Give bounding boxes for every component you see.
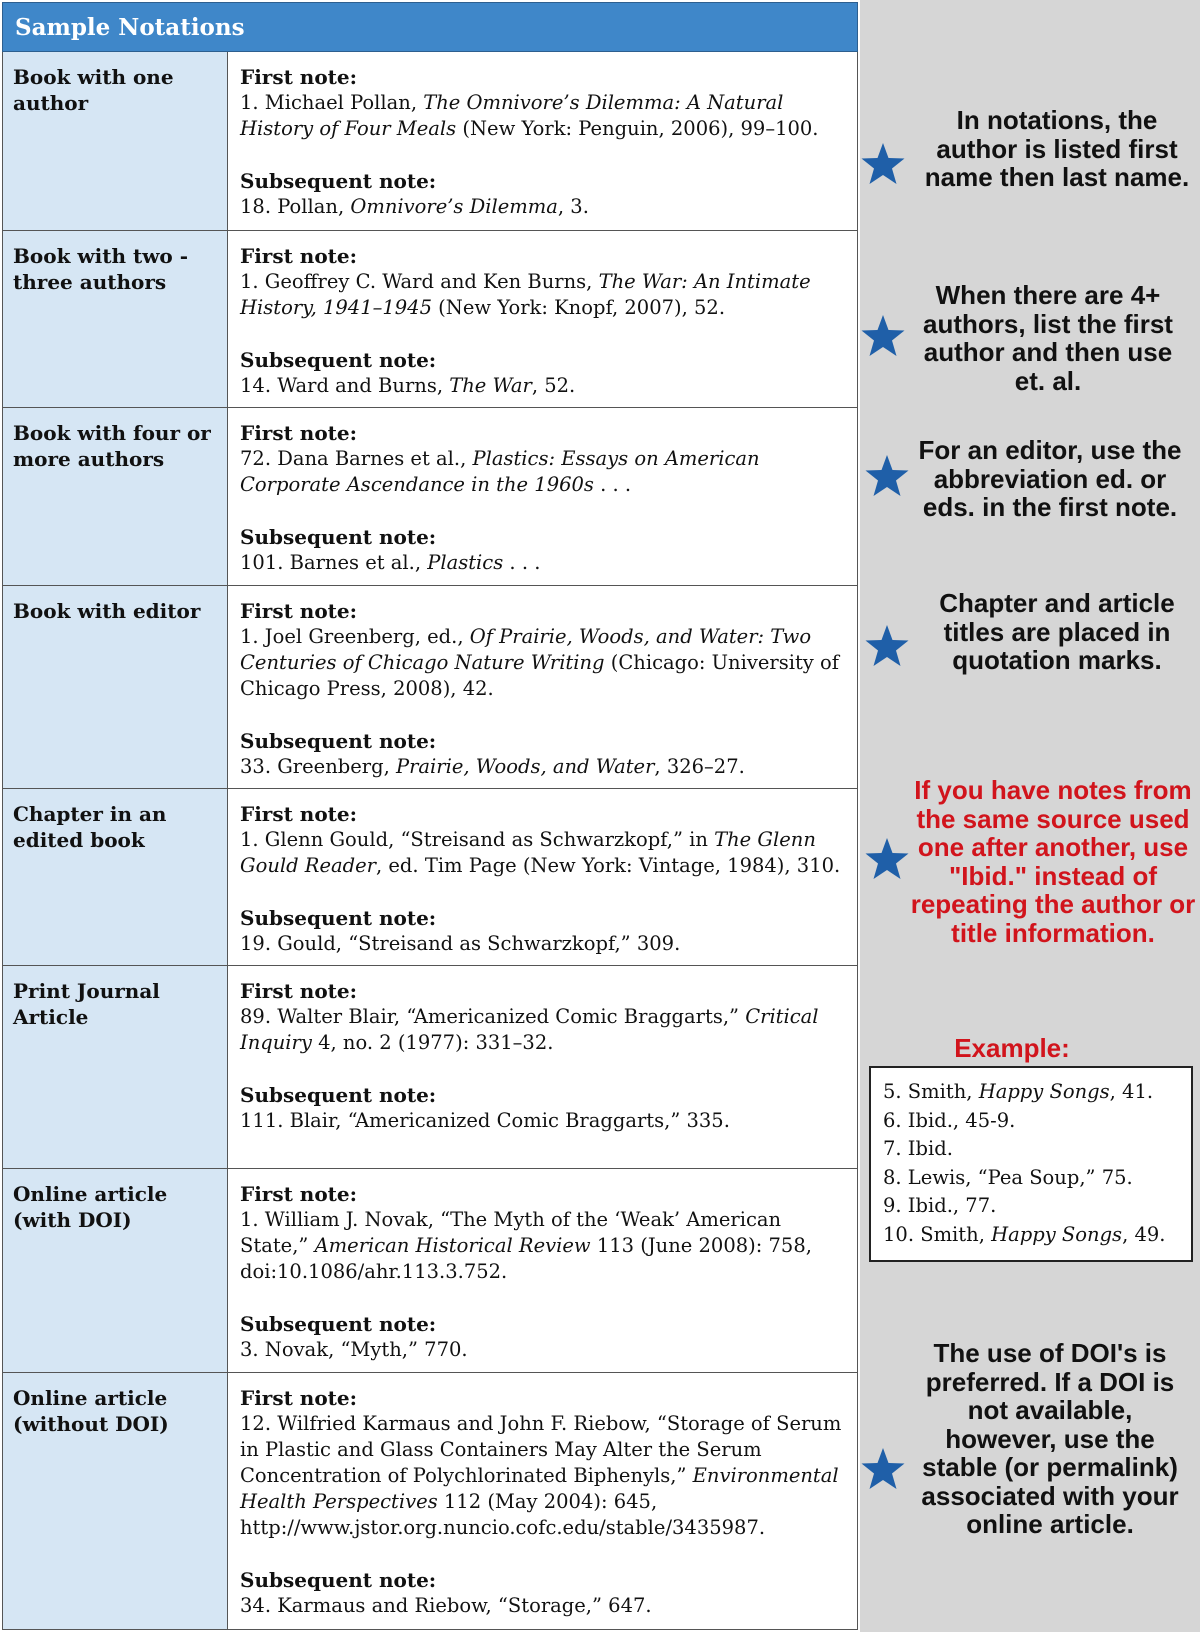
star-icon xyxy=(864,836,910,882)
subsequent-note-heading: Subsequent note: xyxy=(240,1083,437,1107)
subsequent-note-heading: Subsequent note: xyxy=(240,906,437,930)
first-note-heading: First note: xyxy=(240,1386,358,1410)
subsequent-note-text: 19. Gould, “Streisand as Schwarzkopf,” 309. xyxy=(240,932,681,955)
subsequent-note-text: 18. Pollan, Omnivore’s Dilemma, 3. xyxy=(240,195,589,218)
first-note-heading: First note: xyxy=(240,802,358,826)
subsequent-note-heading: Subsequent note: xyxy=(240,1312,437,1336)
table-title: Sample Notations xyxy=(2,2,858,52)
tip-ibid: If you have notes from the same source used one after another, use "Ibid." instead of repeating the author or title information. xyxy=(910,775,1196,948)
tip-chapter-titles: Chapter and article titles are placed in quotation marks. xyxy=(939,588,1175,675)
table-row xyxy=(2,231,858,408)
tip-editor: For an editor, use the abbreviation ed. or eds. in the first note. xyxy=(918,435,1182,522)
tip-doi: The use of DOI's is preferred. If a DOI is not available, however, use the stable (or permalink) associated with your online article. xyxy=(921,1338,1179,1539)
table-row xyxy=(2,586,858,789)
example-title: Example: xyxy=(954,1033,1070,1063)
row-content xyxy=(228,586,858,788)
subsequent-note-text: 111. Blair, “Americanized Comic Braggarts,” 335. xyxy=(240,1109,730,1132)
row-label: Chapter in an edited book xyxy=(2,789,228,965)
row-content xyxy=(228,52,858,230)
tip-four-authors: When there are 4+ authors, list the first author and then use et. al. xyxy=(923,280,1173,396)
row-label: Print Journal Article xyxy=(2,966,228,1168)
table-row xyxy=(2,408,858,586)
subsequent-note-heading: Subsequent note: xyxy=(240,169,437,193)
row-content xyxy=(228,966,858,1168)
first-note-text: 72. Dana Barnes et al., Plastics: Essays on American Corporate Ascendance in the 1960s . . . xyxy=(240,447,760,496)
star-icon xyxy=(864,623,910,669)
subsequent-note-text: 101. Barnes et al., Plastics . . . xyxy=(240,551,541,574)
star-icon xyxy=(864,453,910,499)
first-note-text: 1. William J. Novak, “The Myth of the ‘Weak’ American State,” American Historical Review 113 (June 2008): 758, doi:10.1086/ahr.113.3.752. xyxy=(240,1208,812,1283)
example-box xyxy=(869,1066,1193,1262)
star-icon xyxy=(860,313,906,359)
row-label: Book with four or more authors xyxy=(2,408,228,585)
table-row xyxy=(2,966,858,1169)
table-row xyxy=(2,789,858,966)
example-line: 5. Smith, Happy Songs, 41. xyxy=(883,1080,1154,1103)
subsequent-note-text: 34. Karmaus and Riebow, “Storage,” 647. xyxy=(240,1594,652,1617)
first-note-heading: First note: xyxy=(240,599,358,623)
subsequent-note-text: 3. Novak, “Myth,” 770. xyxy=(240,1338,468,1361)
row-label: Book with editor xyxy=(2,586,228,788)
row-label: Online article (without DOI) xyxy=(2,1373,228,1629)
table-row xyxy=(2,52,858,231)
subsequent-note-heading: Subsequent note: xyxy=(240,1568,437,1592)
first-note-heading: First note: xyxy=(240,979,358,1003)
subsequent-note-heading: Subsequent note: xyxy=(240,729,437,753)
row-content xyxy=(228,408,858,585)
first-note-text: 12. Wilfried Karmaus and John F. Riebow, “Storage of Serum in Plastic and Glass Containers May Alter the Serum Concentration of Polychlorinated Biphenyls,” Environmental Health Perspectives 112 (May 2004): 645, http://www.jstor.org.nuncio.cofc.edu/stable/3435987. xyxy=(240,1412,842,1539)
first-note-heading: First note: xyxy=(240,244,358,268)
first-note-text: 1. Michael Pollan, The Omnivore’s Dilemma: A Natural History of Four Meals (New York: Penguin, 2006), 99–100. xyxy=(240,91,819,140)
first-note-heading: First note: xyxy=(240,65,358,89)
example-line: 8. Lewis, “Pea Soup,” 75. xyxy=(883,1165,1133,1189)
example-line: 10. Smith, Happy Songs, 49. xyxy=(883,1222,1166,1246)
subsequent-note-heading: Subsequent note: xyxy=(240,525,437,549)
row-content xyxy=(228,231,858,407)
row-label: Book with one author xyxy=(2,52,228,230)
table-row xyxy=(2,1373,858,1630)
subsequent-note-heading: Subsequent note: xyxy=(240,348,437,372)
subsequent-note-text: 33. Greenberg, Prairie, Woods, and Water, 326–27. xyxy=(240,755,745,778)
row-content xyxy=(228,1169,858,1372)
example-line: 9. Ibid., 77. xyxy=(883,1194,997,1217)
star-icon xyxy=(860,1446,906,1492)
first-note-text: 1. Geoffrey C. Ward and Ken Burns, The War: An Intimate History, 1941–1945 (New York: Knopf, 2007), 52. xyxy=(240,270,811,319)
tips-panel xyxy=(860,0,1200,1632)
tip-author-order: In notations, the author is listed first name then last name. xyxy=(924,105,1190,192)
row-label: Online article (with DOI) xyxy=(2,1169,228,1372)
row-content xyxy=(228,789,858,965)
table-row xyxy=(2,1169,858,1373)
first-note-text: 1. Joel Greenberg, ed., Of Prairie, Woods, and Water: Two Centuries of Chicago Nature Writing (Chicago: University of Chicago Press, 2008), 42. xyxy=(240,625,839,700)
first-note-heading: First note: xyxy=(240,421,358,445)
row-content xyxy=(228,1373,858,1629)
example-line: 6. Ibid., 45-9. xyxy=(883,1108,1016,1132)
first-note-text: 1. Glenn Gould, “Streisand as Schwarzkopf,” in The Glenn Gould Reader, ed. Tim Page (New York: Vintage, 1984), 310. xyxy=(240,828,841,877)
star-icon xyxy=(860,141,906,187)
example-line: 7. Ibid. xyxy=(883,1137,953,1160)
first-note-heading: First note: xyxy=(240,1182,358,1206)
subsequent-note-text: 14. Ward and Burns, The War, 52. xyxy=(240,374,576,397)
first-note-text: 89. Walter Blair, “Americanized Comic Braggarts,” Critical Inquiry 4, no. 2 (1977): 331–32. xyxy=(240,1005,819,1054)
row-label: Book with two - three authors xyxy=(2,231,228,407)
